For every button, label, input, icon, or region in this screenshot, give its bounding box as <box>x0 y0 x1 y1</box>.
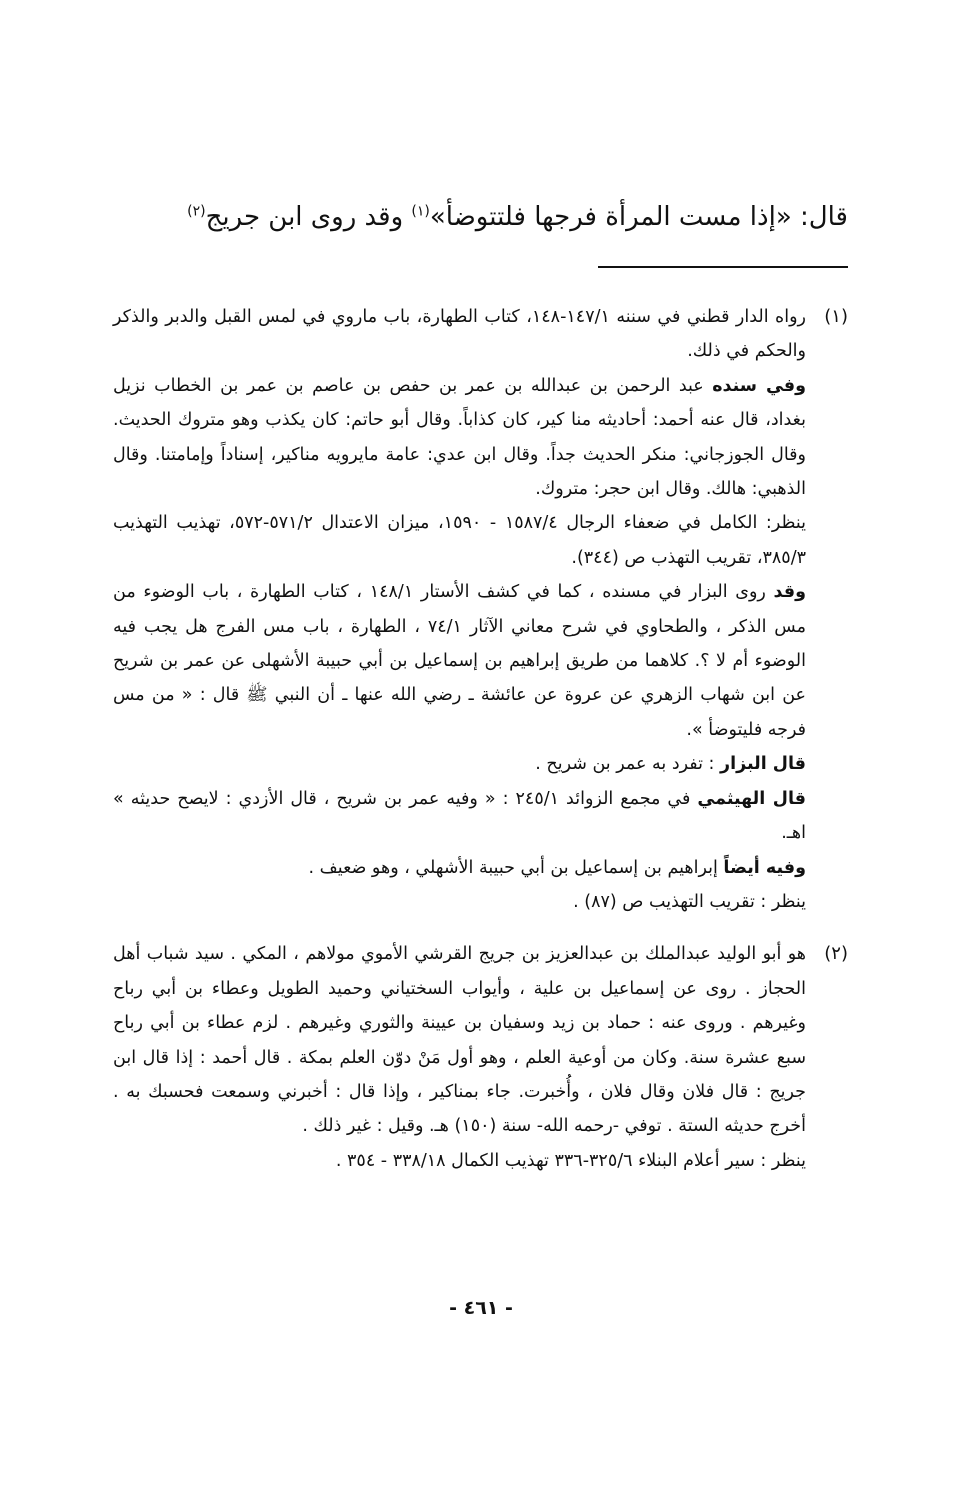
footnote-ref-2: (٢) <box>187 203 206 220</box>
footnote-paragraph: هو أبو الوليد عبدالملك بن عبدالعزيز بن جريج القرشي الأموي مولاهم ، المكي . سيد شباب أهل الحجاز . روى عن إسماعيل بن علية ، وأيواب السختياني وحميد الطويل وعطاء بن أبي رباح وغيرهم . وروى عنه : حماد بن زيد وسفيان بن عيينة والثوري وغيرهم . لزم عطاء بن أبي رباح سبع عشرة سنة. وكان من أوعية العلم ، وهو أول مَنْ دوّن العلم بمكة . قال أحمد : إذا قال ابن جريج : قال فلان وقال فلان ، وأُخبرت. جاء بمناكير ، وإذا قال : أخبرني وسمعت فحسبك به . أخرج حديثه الستة . توفي -رحمه الله- سنة (١٥٠) هـ. وقيل : غير ذلك . <box>113 944 806 1137</box>
footnote-paragraph: وقد روى البزار في مسنده ، كما في كشف الأستار ١٤٨/١ ، كتاب الطهارة ، باب الوضوء من مس الذكر ، والطحاوي في شرح معاني الآثار ٧٤/١ ، الطهارة ، باب مس الفرج هل يجب فيه الوضوء أم لا ؟. كلاهما من طريق إبراهيم بن إسماعيل بن أبي حبيبة الأشهلى عن عمر بن شريح عن ابن شهاب الزهري عن عروة عن عائشة ـ رضي الله عنها ـ أن النبي ﷺ قال : « من مس فرجه فليتوضأ ». <box>113 582 806 740</box>
main-text-line <box>108 195 848 239</box>
footnote-paragraph: وفيه أيضاً إبراهيم بن إسماعيل بن أبي حبيبة الأشهلي ، وهو ضعيف . <box>308 857 806 878</box>
footnote-paragraph: ينظر : سير أعلام البنلاء ٣٢٥/٦-٣٣٦ تهذيب الكمال ٣٣٨/١٨ - ٣٥٤ . <box>335 1150 806 1171</box>
footnotes <box>113 300 848 1178</box>
footnote-ref-1: (١) <box>411 203 430 220</box>
page-number: - ٤٦١ - <box>449 1297 513 1319</box>
footnote-number: (١) <box>824 306 848 327</box>
footnote-paragraph: رواه الدار قطني في سننه ١٤٧/١-١٤٨، كتاب الطهارة، باب ماروي في لمس القبل والدبر والذكر والحكم في ذلك. <box>113 307 806 362</box>
main-text-part1: قال: «إذا مست المرأة فرجها فلتتوضأ» <box>429 202 848 232</box>
footnote-paragraph: وفي سنده عبد الرحمن بن عبدالله بن عمر بن حفص بن عاصم بن عمر بن الخطاب نزيل بغداد، قال عنه أحمد: أحاديثه منا كير، كان كذاباً. وقال أبو حاتم: كان يكذب وهو متروك الحديث. وقال الجوزجاني: منكر الحديث جداً. وقال ابن عدي: عامة مايرويه مناكير، إسناداً وإمامتنا. وقال الذهبي: هالك. وقال ابن حجر: متروك. <box>113 375 806 500</box>
footnote-number: (٢) <box>824 943 848 965</box>
footnote-2 <box>113 937 848 1178</box>
footnote-paragraph: قال الهيثمي في مجمع الزوائد ٢٤٥/١ : « وفيه عمر بن شريح ، قال الأزدي : لايصح حديثه » اهـ. <box>113 788 806 844</box>
footnote-paragraph: ينظر: الكامل في ضعفاء الرجال ١٥٨٧/٤ - ١٥٩٠، ميزان الاعتدال ٥٧١/٢-٥٧٢، تهذيب التهذيب ٣٨٥/٣، تقريب التهذب ص (٣٤٤). <box>113 513 806 568</box>
footnote-divider <box>598 266 848 268</box>
main-text-part2: وقد روى ابن جريج <box>205 202 412 232</box>
footnote-paragraph: قال البزار : تفرد به عمر بن شريح . <box>535 754 806 775</box>
footnote-paragraph: ينظر : تقريب التهذيب ص (٨٧) . <box>573 891 806 912</box>
footnote-1 <box>113 300 848 919</box>
